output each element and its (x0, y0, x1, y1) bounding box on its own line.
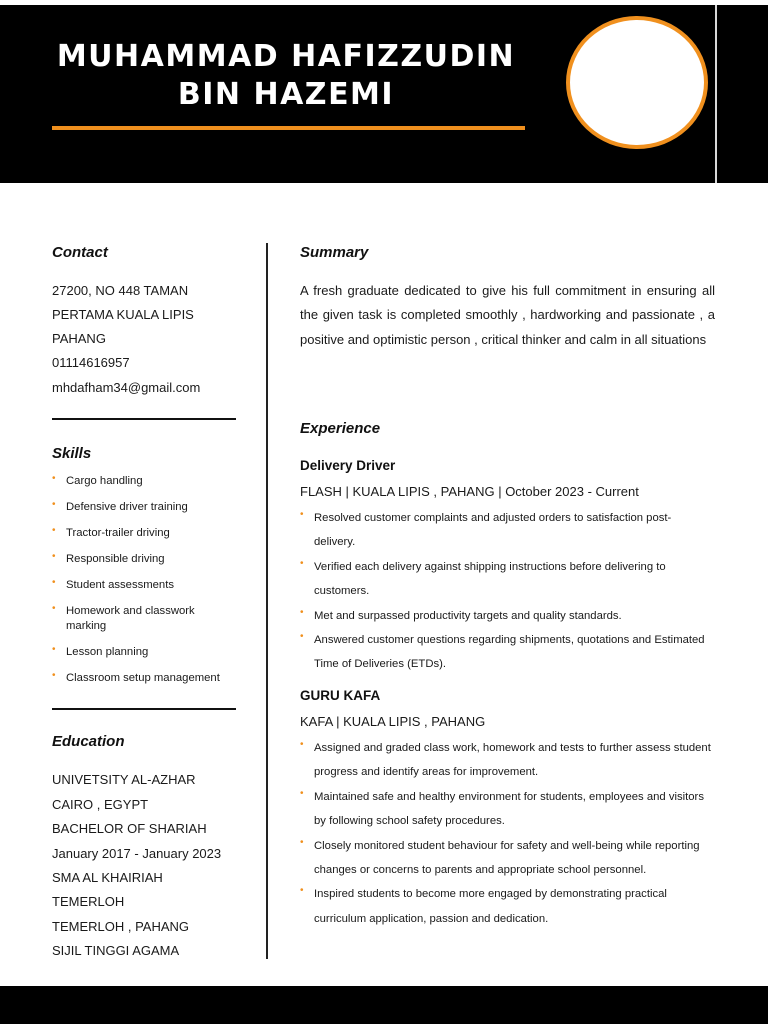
contact-phone: 01114616957 (52, 355, 130, 370)
job-bullet: • Inspired students to become more engaged by demonstrating practical curriculum application, passion and dedication. (300, 882, 712, 931)
education-line: TEMERLOH (52, 894, 125, 909)
job-meta: KAFA | KUALA LIPIS , PAHANG (300, 714, 486, 729)
education-line: SIJIL TINGGI AGAMA (52, 943, 180, 958)
job-bullets (300, 736, 712, 931)
job-bullet: • Answered customer questions regarding shipments, quotations and Estimated Time of Deliveries (ETDs). (300, 628, 712, 677)
left-rule-1 (52, 418, 236, 420)
header-vertical-line (715, 5, 717, 183)
job-bullet: • Verified each delivery against shipping instructions before delivering to customers. (300, 555, 712, 604)
education-line: SMA AL KHAIRIAH (52, 870, 163, 885)
skills-list (52, 474, 236, 697)
summary-text: A fresh graduate dedicated to give his full commitment in ensuring all the given task is completed smoothly , hardworking and passionate , a positive and optimistic person , critical thinker and calm in all situations (300, 283, 715, 347)
education-line: TEMERLOH , PAHANG (52, 919, 190, 934)
experience-heading: Experience (300, 420, 381, 437)
skill-item: • Tractor-trailer driving (52, 526, 236, 541)
skill-item: • Student assessments (52, 578, 236, 593)
contact-email: mhdafham34@gmail.com (52, 380, 201, 395)
name-line-1: MUHAMMAD HAFIZZUDIN (56, 39, 516, 74)
skill-item: • Defensive driver training (52, 500, 236, 515)
education-heading: Education (52, 733, 125, 750)
contact-address-line-1: 27200, NO 448 TAMAN (52, 283, 189, 298)
job-bullet: • Closely monitored student behaviour for safety and well-being while reporting changes or concerns to parents and appropriate school personnel. (300, 834, 712, 883)
job-title: Delivery Driver (300, 458, 396, 473)
candidate-name (30, 38, 542, 114)
skill-item: • Responsible driving (52, 552, 236, 567)
education-line: CAIRO , EGYPT (52, 797, 149, 812)
job-title: GURU KAFA (300, 688, 381, 703)
education-line: BACHELOR OF SHARIAH (52, 821, 207, 836)
contact-address-line-2: PERTAMA KUALA LIPIS (52, 307, 194, 322)
name-line-2: BIN HAZEMI (177, 77, 395, 112)
skill-item: • Cargo handling (52, 474, 236, 489)
education-line: January 2017 - January 2023 (52, 846, 222, 861)
skill-item: • Homework and classwork marking (52, 604, 216, 634)
contact-address-line-3: PAHANG (52, 331, 106, 346)
skill-item: • Classroom setup management (52, 671, 236, 686)
profile-photo-placeholder (566, 16, 708, 149)
job-bullet: • Assigned and graded class work, homework and tests to further assess student progress and identify areas for improvement. (300, 736, 712, 785)
footer-band (0, 986, 768, 1024)
contact-heading: Contact (52, 244, 108, 261)
job-meta: FLASH | KUALA LIPIS , PAHANG | October 2023 - Current (300, 484, 639, 499)
skill-item: • Lesson planning (52, 645, 236, 660)
job-bullet: • Maintained safe and healthy environment for students, employees and visitors by following school safety procedures. (300, 785, 712, 834)
column-divider (266, 243, 268, 959)
left-rule-2 (52, 708, 236, 710)
education-line: UNIVETSITY AL-AZHAR (52, 772, 196, 787)
name-underline (52, 126, 525, 130)
job-bullet: • Met and surpassed productivity targets and quality standards. (300, 604, 712, 628)
job-bullet: • Resolved customer complaints and adjusted orders to satisfaction post-delivery. (300, 506, 712, 555)
skills-heading: Skills (52, 445, 92, 462)
job-bullets (300, 506, 712, 677)
summary-heading: Summary (300, 244, 369, 261)
